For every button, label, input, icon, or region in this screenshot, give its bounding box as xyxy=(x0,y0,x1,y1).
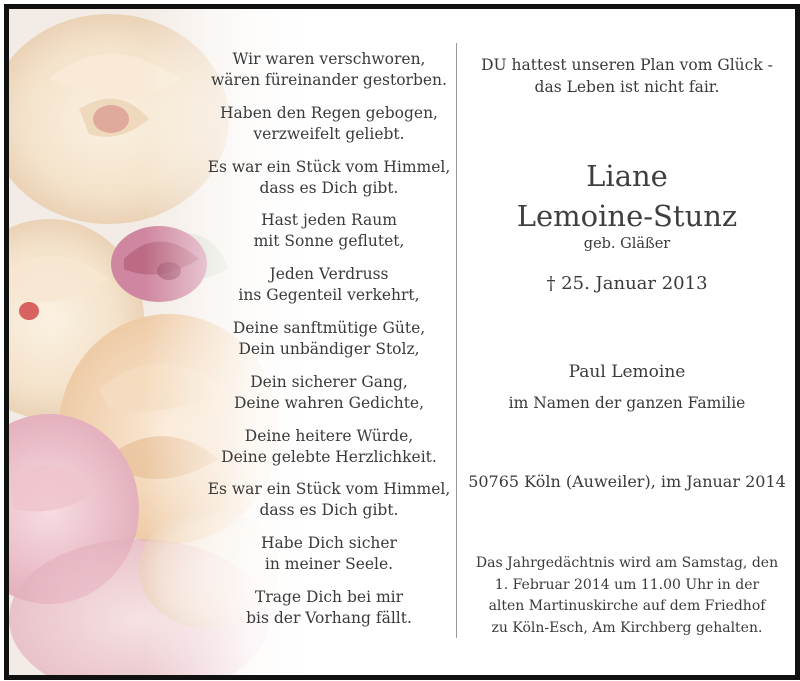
poem-stanza xyxy=(179,103,479,145)
poem-stanza xyxy=(179,426,479,468)
notice-line: zu Köln-Esch, Am Kirchberg gehalten. xyxy=(491,619,763,636)
poem-stanza xyxy=(179,264,479,306)
poem-line: Dein sicherer Gang, xyxy=(250,372,408,391)
poem-stanza xyxy=(179,210,479,252)
poem-line: Deine sanftmütige Güte, xyxy=(232,318,426,337)
death-date: † 25. Januar 2013 xyxy=(546,273,708,294)
deceased-last-name: Lemoine-Stunz xyxy=(516,199,738,233)
notice-line: Das Jahrgedächtnis wird am Samstag, den xyxy=(475,555,779,571)
poem-line: mit Sonne geflutet, xyxy=(253,232,405,251)
poem-stanza xyxy=(179,533,479,575)
poem-line: ins Gegenteil verkehrt, xyxy=(238,286,420,305)
poem-line: Hast jeden Raum xyxy=(261,211,397,230)
deceased-first-name: Liane xyxy=(586,159,668,193)
motto-line: das Leben ist nicht fair. xyxy=(534,78,720,96)
column-divider xyxy=(456,43,457,638)
poem-line: Wir waren verschworen, xyxy=(232,50,426,68)
poem-line: dass es Dich gibt. xyxy=(259,501,399,520)
poem-stanza xyxy=(179,372,479,414)
mourner-name: Paul Lemoine xyxy=(568,362,686,382)
memorial-notice xyxy=(459,553,795,639)
poem-stanza xyxy=(179,157,479,199)
poem-line: in meiner Seele. xyxy=(264,555,394,574)
poem-stanza xyxy=(179,479,479,521)
poem-stanza xyxy=(179,587,479,629)
notice-line: 1. Februar 2014 um 11.00 Uhr in der xyxy=(494,576,760,593)
birth-name: geb. Gläßer xyxy=(583,236,671,252)
poem-line: bis der Vorhang fällt. xyxy=(246,608,412,627)
poem-line: wären füreinander gestorben. xyxy=(211,71,447,89)
poem-line: Deine gelebte Herzlichkeit. xyxy=(221,447,437,466)
place-and-date: 50765 Köln (Auweiler), im Januar 2014 xyxy=(468,472,786,491)
motto xyxy=(459,54,795,98)
poem-line: verzweifelt geliebt. xyxy=(253,124,405,143)
motto-line: DU hattest unseren Plan vom Glück - xyxy=(481,56,773,74)
poem-line: Es war ein Stück vom Himmel, xyxy=(207,157,451,176)
mourner-family: im Namen der ganzen Familie xyxy=(508,394,746,412)
poem-stanza xyxy=(179,49,479,91)
poem-stanza xyxy=(179,318,479,360)
poem-line: dass es Dich gibt. xyxy=(259,178,399,197)
poem-line: Trage Dich bei mir xyxy=(254,587,404,606)
notice-line: alten Martinuskirche auf dem Friedhof xyxy=(488,598,766,614)
poem-line: Dein unbändiger Stolz, xyxy=(238,339,420,358)
poem-line: Deine wahren Gedichte, xyxy=(233,393,425,412)
poem-line: Jeden Verdruss xyxy=(269,265,389,284)
poem-line: Es war ein Stück vom Himmel, xyxy=(207,480,451,499)
poem xyxy=(179,49,479,641)
obituary-card xyxy=(4,4,800,680)
poem-line: Haben den Regen gebogen, xyxy=(220,103,438,122)
poem-line: Habe Dich sicher xyxy=(261,534,397,553)
poem-line: Deine heitere Würde, xyxy=(244,426,414,445)
